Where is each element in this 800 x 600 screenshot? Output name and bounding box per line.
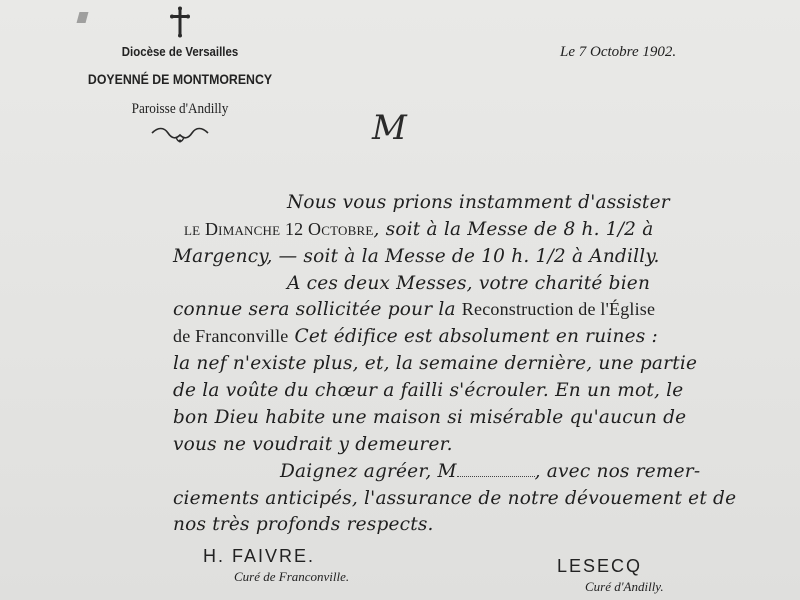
reconstruction-heading: Reconstruction de l'Église <box>461 299 656 319</box>
body-line-11 <box>280 461 700 482</box>
ornamental-flourish-icon <box>150 125 210 145</box>
latin-cross-icon <box>168 6 192 38</box>
paper-blemish <box>77 12 89 23</box>
body-line-2 <box>184 219 653 240</box>
franconville-heading: de Franconville <box>173 326 289 346</box>
parish-line: Paroisse d'Andilly <box>131 101 229 117</box>
diocese-line: Diocèse de Versailles <box>121 44 239 59</box>
event-date: le Dimanche 12 Octobre <box>184 219 374 239</box>
body-line-10: vous ne voudrait y demeurer. <box>173 434 453 455</box>
body-line-5 <box>173 299 655 320</box>
salutation: M <box>372 108 408 148</box>
body-line-6 <box>173 326 658 347</box>
body-line-5-a: connue sera sollicitée pour la <box>173 299 462 320</box>
signature-left-name: H. FAIVRE. <box>203 546 316 566</box>
body-line-11-a: Daignez agréer, M <box>280 461 457 482</box>
signature-right-name: LESECQ <box>557 556 643 576</box>
body-line-9: bon Dieu habite une maison si misérable qu'aucun de <box>173 407 687 428</box>
body-line-13: nos très profonds respects. <box>173 514 434 535</box>
body-line-12: ciements anticipés, l'assurance de notre dévouement et de <box>173 488 737 509</box>
letter-date: Le 7 Octobre 1902. <box>560 44 677 60</box>
signature-left-title: Curé de Franconville. <box>234 569 350 584</box>
signature-right-title: Curé d'Andilly. <box>585 579 664 594</box>
body-line-11-b: , avec nos remer- <box>534 461 701 482</box>
body-line-3: Margency, — soit à la Messe de 10 h. 1/2 à Andilly. <box>173 246 660 267</box>
body-line-4: A ces deux Messes, votre charité bien <box>287 273 651 294</box>
body-line-8: de la voûte du chœur a failli s'écrouler. En un mot, le <box>173 380 684 401</box>
body-line-2-rest: , soit à la Messe de 8 h. 1/2 à <box>373 219 654 240</box>
body-line-6-b: Cet édifice est absolument en ruines : <box>288 326 658 347</box>
body-line-1: Nous vous prions instamment d'assister <box>287 192 670 213</box>
body-line-7: la nef n'existe plus, et, la semaine dernière, une partie <box>173 353 698 374</box>
name-blank-line <box>457 462 535 477</box>
deanery-line: DOYENNÉ DE MONTMORENCY <box>87 71 273 87</box>
